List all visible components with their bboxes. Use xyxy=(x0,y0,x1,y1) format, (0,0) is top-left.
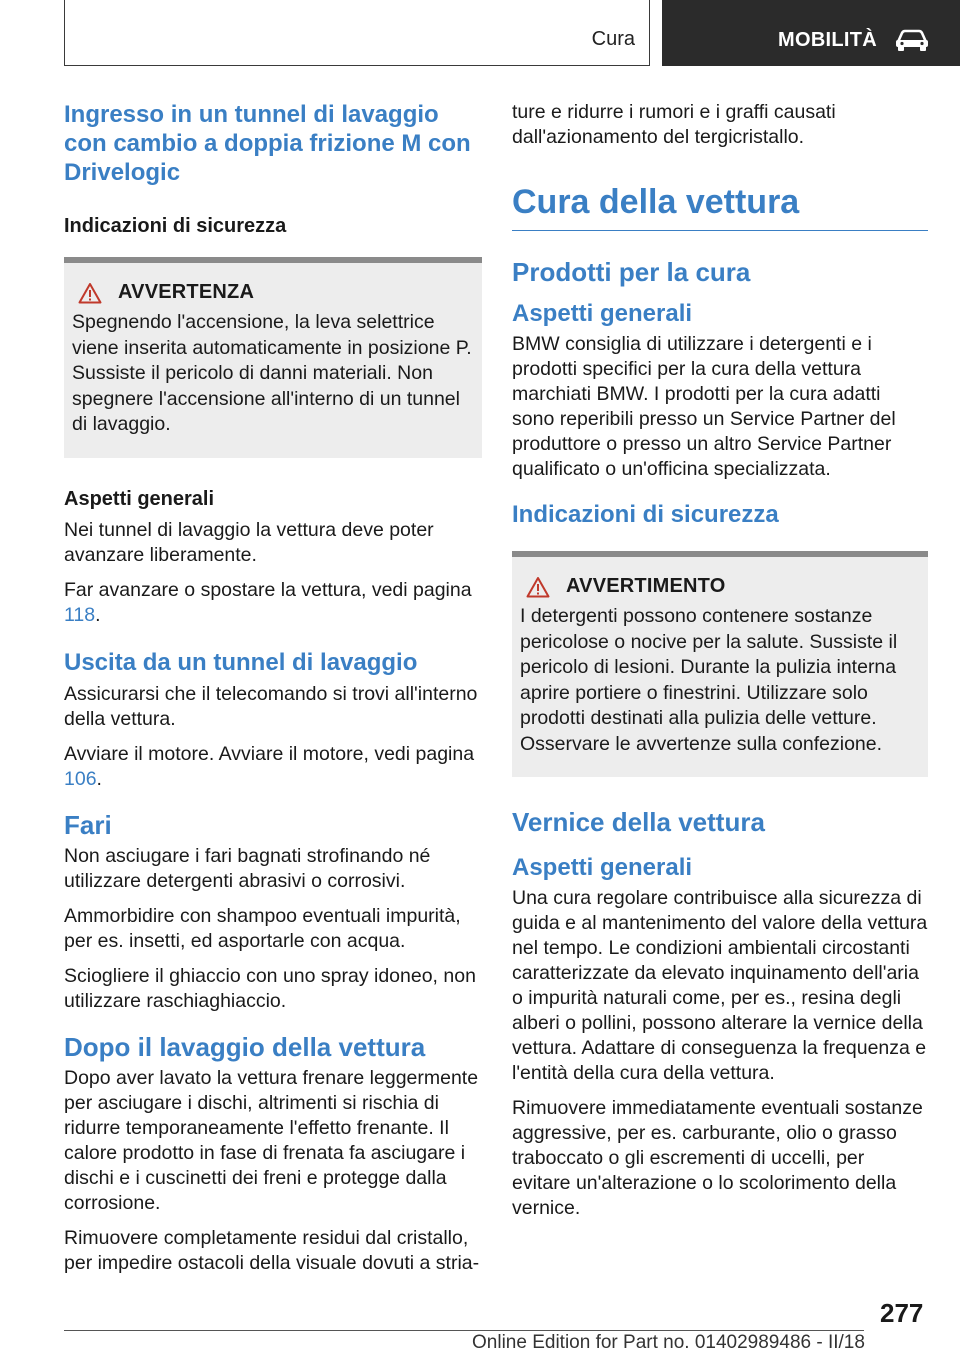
paragraph: Non asciugare i fari bagnati strofinando né utilizzare detergenti abrasivi o corrosivi. xyxy=(64,844,431,892)
paragraph: Rimuovere immediatamente eventuali sostanze aggressive, per es. carburante, olio o grasso traboccato o gli escrementi di uccelli, per evitare un'alterazione o lo scolorimento della vernice. xyxy=(512,1097,923,1219)
paragraph-text: . xyxy=(95,603,101,626)
paragraph: Sciogliere il ghiaccio con uno spray idoneo, non utilizzare raschiaghiaccio. xyxy=(64,964,476,1012)
warning-box xyxy=(64,257,482,458)
heading-paint: Vernice della vettura xyxy=(512,807,765,837)
page-ref-link[interactable]: 106 xyxy=(64,767,97,790)
page-ref-link[interactable]: 118 xyxy=(64,603,96,626)
paragraph-text: Far avanzare o spostare la vettura, vedi pagina xyxy=(64,578,472,601)
section-title: Cura xyxy=(591,28,635,50)
warning-triangle-icon xyxy=(526,576,550,598)
page-header xyxy=(0,0,960,66)
warning-box xyxy=(512,551,928,777)
heading-car-wash-entry: Ingresso in un tunnel di lavaggio con cambio a doppia frizione M con Drivelogic xyxy=(64,101,471,186)
warning-header xyxy=(72,281,472,304)
paragraph: Ammorbidire con shampoo eventuali impurità, per es. insetti, ed asportarle con acqua. xyxy=(64,904,461,952)
heading-after-wash: Dopo il lavaggio della vettura xyxy=(64,1031,426,1062)
page-number: 277 xyxy=(880,1298,924,1328)
warning-triangle-icon xyxy=(78,282,102,304)
warning-title: AVVERTIMENTO xyxy=(566,575,726,597)
label-safety: Indicazioni di sicurezza xyxy=(64,215,287,237)
warning-text: Spegnendo l'accensione, la leva selettrice viene inserita automaticamente in posizione P. Sussiste il pericolo di danni materiali. Non spegnere l'accensione all'interno di un tunnel di lavaggio. xyxy=(72,311,472,435)
paragraph: Rimuovere completamente residui dal cristallo, per impedire ostacoli della visuale dovuti a stria- xyxy=(64,1226,480,1274)
paragraph-text: Avviare il motore. Avviare il motore, vedi pagina xyxy=(64,742,475,765)
heading-safety: Indicazioni di sicurezza xyxy=(512,501,779,528)
heading-care-products: Prodotti per la cura xyxy=(512,257,751,287)
car-icon xyxy=(894,28,930,52)
footer-divider xyxy=(64,1330,864,1331)
chapter-title: MOBILITÀ xyxy=(778,29,878,51)
heading-rule xyxy=(512,230,928,231)
paragraph: BMW consiglia di utilizzare i detergenti e i prodotti specifici per la cura della vettura marchiati BMW. I prodotti per la cura adatti sono reperibili presso un Service Partner del produttore o presso un altro Service Partner qualificato o un'officina specializzata. xyxy=(512,333,896,480)
heading-general: Aspetti generali xyxy=(512,854,693,881)
paragraph-with-ref xyxy=(64,742,482,792)
right-column xyxy=(512,100,928,1221)
heading-car-care: Cura della vettura xyxy=(512,183,800,221)
paragraph-continued: ture e ridurre i rumori e i graffi causati dall'azionamento del tergicristallo. xyxy=(512,101,836,148)
paragraph: Dopo aver lavato la vettura frenare leggermente per asciugare i dischi, altrimenti si rischia di ridurre temporaneamente l'effetto frenante. Il calore prodotto in fase di frenata fa asciugare i dischi e i cuscinetti dei freni e protegge dalla corrosione. xyxy=(64,1066,479,1214)
warning-header xyxy=(520,575,918,598)
heading-general: Aspetti generali xyxy=(512,300,693,327)
paragraph: Assicurarsi che il telecomando si trovi all'interno della vettura. xyxy=(64,682,478,730)
label-general: Aspetti generali xyxy=(64,487,215,510)
left-column xyxy=(64,100,482,1276)
heading-exit: Uscita da un tunnel di lavaggio xyxy=(64,648,418,676)
heading-headlights: Fari xyxy=(64,809,112,840)
paragraph-with-ref xyxy=(64,578,482,628)
paragraph: Nei tunnel di lavaggio la vettura deve poter avanzare liberamente. xyxy=(64,518,434,566)
warning-title: AVVERTENZA xyxy=(118,281,255,303)
paragraph: Una cura regolare contribuisce alla sicurezza di guida e al mantenimento del valore della vettura nel tempo. Le condizioni ambientali circostanti caratterizzate da elevato inquinamento dell'aria o impurità naturali come, per es., resina degli alberi o pollini, possono alterare la vernice della vettura. Adattare di conseguenza la frequenza e l'entità della cura della vettura. xyxy=(512,887,928,1084)
warning-text: I detergenti possono contenere sostanze pericolose o nocive per la salute. Sussiste il pericolo di lesioni. Durante la pulizia interna aprire portiere o finestrini. Utilizzare solo prodotti destinati alla pulizia delle vetture. Osservare le avvertenze sulla confezione. xyxy=(520,605,898,755)
chapter-tab xyxy=(662,0,960,66)
section-tab xyxy=(64,0,650,66)
paragraph-text: . xyxy=(96,767,102,790)
footer-edition: Online Edition for Part no. 01402989486 - II/18 xyxy=(472,1332,865,1353)
